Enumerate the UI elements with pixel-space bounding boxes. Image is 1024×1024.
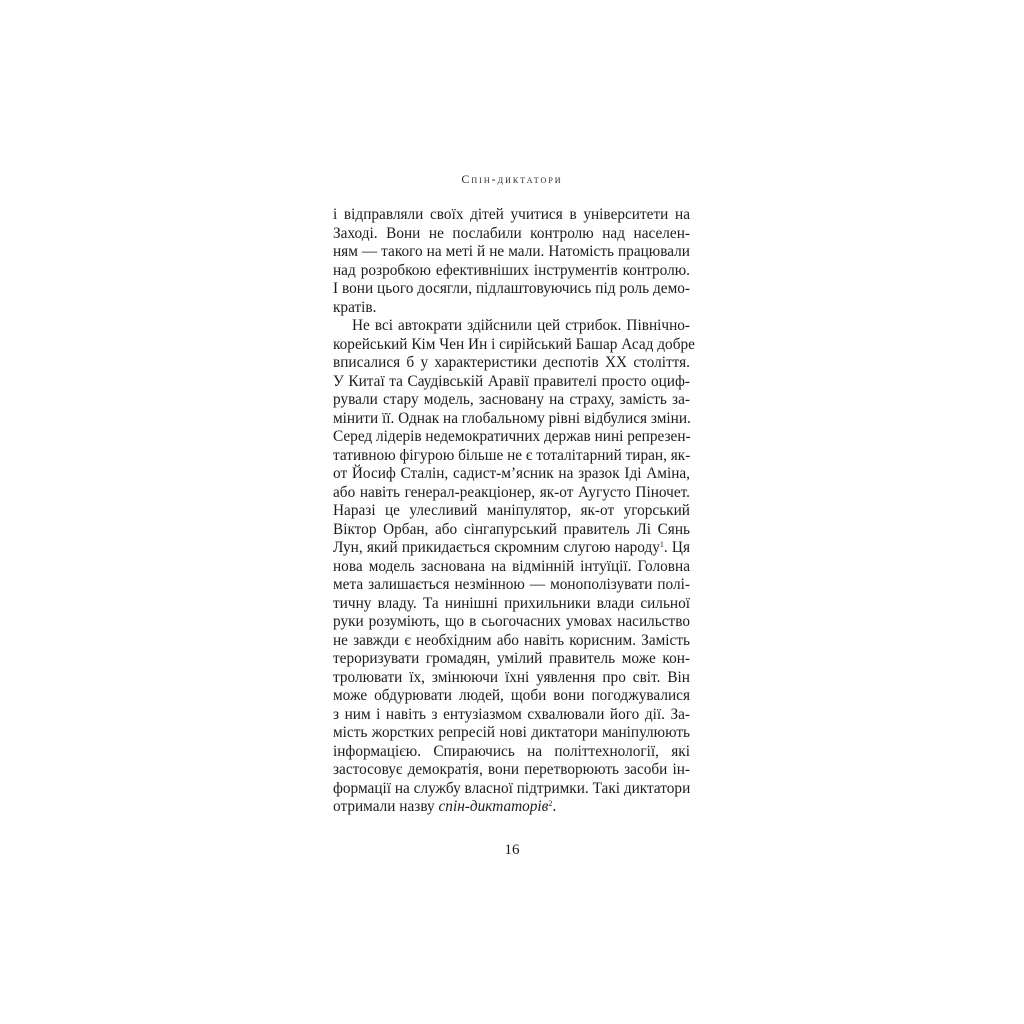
- text-line: з ним і навіть з ентузіазмом схвалювали його дії. За-: [333, 705, 690, 723]
- text-line: рували стару модель, засновану на страху, замість за-: [333, 391, 690, 408]
- text-line: або навіть генерал-реакціонер, як-от Аугусто Піночет.: [333, 483, 690, 501]
- text-line: вписалися б у характеристики деспотів XX століття.: [333, 354, 690, 371]
- text-line: Заході. Вони не послабили контролю над населен-: [333, 224, 690, 242]
- page-number: 16: [504, 842, 520, 858]
- text-line: кратів.: [333, 298, 377, 316]
- footnote-ref-1[interactable]: 1: [659, 540, 664, 549]
- closing-punct: .: [552, 798, 557, 815]
- text-line: мість жорстких репресій нові диктатори маніпулюють: [333, 724, 690, 741]
- text-line: Наразі це улесливий маніпулятор, як-от угорський: [333, 502, 690, 519]
- text-line: нова модель заснована на відмінній інтуїції. Головна: [333, 557, 690, 575]
- text-line-final: [333, 798, 690, 817]
- text-line: застосовує демократія, вони перетворюють засоби ін-: [333, 761, 690, 778]
- running-head: Спін-диктатори: [461, 172, 563, 186]
- italic-term: спін-диктаторів: [438, 798, 549, 815]
- text-line: може обдурювати людей, щоби вони погоджувалися: [333, 687, 690, 704]
- text-line: тативною фігурою більше не є тоталітарний тиран, як-: [333, 446, 691, 464]
- text-line: ням — такого на меті й не мали. Натомість працювали: [333, 243, 690, 260]
- text-line: У Китаї та Саудівській Аравії правителі просто оциф-: [333, 372, 690, 390]
- text-line: і відправляли своїх дітей учитися в університети на: [333, 206, 690, 223]
- text-line: І вони цього досягли, підлаштовуючись під роль демо-: [333, 280, 690, 297]
- text-line: Серед лідерів недемократичних держав нині репрезен-: [333, 428, 691, 445]
- text-line: формації на службу власної підтримки. Такі диктатори: [333, 779, 691, 797]
- line-text: отримали назву: [333, 798, 439, 815]
- text-line: мінити її. Однак на глобальному рівні відбулися зміни.: [333, 409, 691, 427]
- text-line: не завжди є необхідним або навіть корисним. Замість: [333, 631, 690, 649]
- text-line: Віктор Орбан, або сінгапурський правитель Лі Сянь: [333, 520, 690, 538]
- text-line-with-footnote: [333, 539, 690, 558]
- body-text: [333, 206, 695, 817]
- line-text: Лун, який прикидається скромним слугою народу: [333, 539, 660, 556]
- text-line: над розробкою ефективніших інструментів контролю.: [333, 261, 690, 279]
- text-line: от Йосиф Сталін, садист-м’ясник на зразок Іді Аміна,: [333, 465, 690, 482]
- text-line: інформацією. Спираючись на політтехнології, які: [333, 742, 690, 760]
- text-line: корейський Кім Чен Ин і сирійський Башар Асад добре: [333, 335, 695, 353]
- text-line: тролювати їх, змінюючи їхні уявлення про світ. Він: [333, 668, 690, 686]
- text-line: руки розуміють, що в сьогочасних умовах насильство: [333, 613, 690, 630]
- text-line: тичну владу. Та нинішні прихильники влади сильної: [333, 594, 690, 612]
- footnote-ref-2[interactable]: 2: [548, 799, 553, 808]
- text-line: тероризувати громадян, умілий правитель може кон-: [333, 650, 690, 667]
- line-tail: . Ця: [663, 539, 691, 556]
- text-line: Не всі автократи здійснили цей стрибок. Північно-: [352, 317, 690, 334]
- text-line: мета залишається незмінною — монополізувати полі-: [333, 576, 690, 593]
